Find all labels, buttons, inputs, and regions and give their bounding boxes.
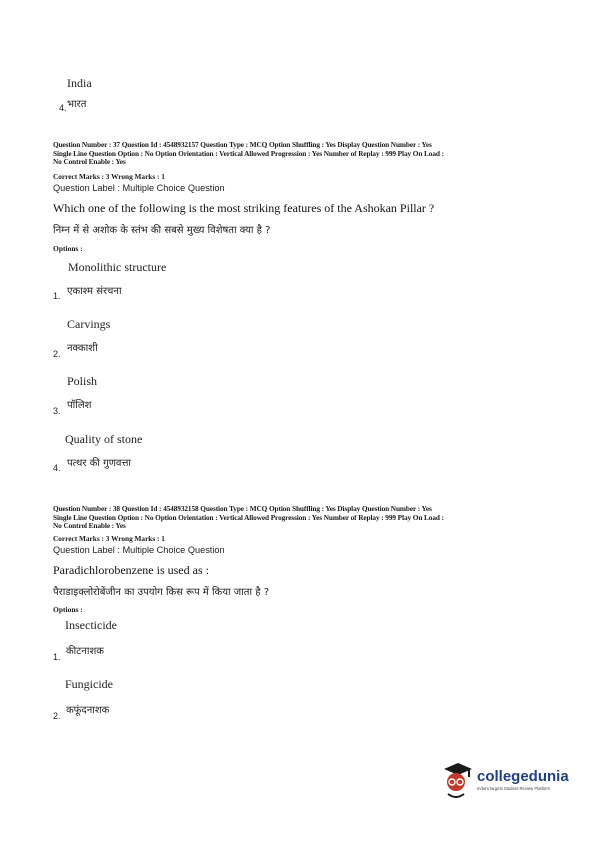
- q38-option-1-number: 1.: [53, 652, 61, 662]
- q38-option-1-en: Insecticide: [65, 618, 117, 632]
- q38-meta-line1: Question Number : 38 Question Id : 4548932158 Question Type : MCQ Option Shuffling : Yes Display Question Number : Yes: [53, 504, 432, 513]
- q37-option-4-hi: पत्थर की गुणवत्ता: [67, 458, 131, 469]
- q37-meta: [53, 141, 444, 167]
- q38-option-2-en: Fungicide: [65, 677, 113, 691]
- q38-meta-line3: No Control Enable : Yes: [53, 521, 126, 531]
- q38-meta-line2: Single Line Question Option : No Option Orientation : Vertical Allowed Progression : Yes Number of Replay : 999 Play On Load :: [53, 512, 444, 522]
- q38-question-hi: पैराडाइक्लोरोबेंजीन का उपयोग किस रूप में किया जाता है ?: [53, 587, 270, 598]
- prev-option-3-en: India: [67, 76, 92, 90]
- q38-option-2-hi: कफूंदनाशक: [66, 705, 110, 716]
- q38-label: Question Label : Multiple Choice Question: [53, 545, 225, 555]
- q37-option-1-en: Monolithic structure: [68, 260, 167, 274]
- q37-label: Question Label : Multiple Choice Question: [53, 183, 225, 193]
- q37-option-1-number: 1.: [53, 291, 61, 301]
- collegedunia-logo: [438, 760, 569, 800]
- q38-option-1-hi: कीटनाशक: [66, 646, 104, 657]
- q37-question-en: Which one of the following is the most striking features of the Ashokan Pillar ?: [53, 201, 435, 215]
- q37-question-hi: निम्न में से अशोक के स्तंभ की सबसे मुख्य विशेषता क्या है ?: [53, 225, 271, 236]
- q38-question-en: Paradichlorobenzene is used as :: [53, 563, 209, 577]
- prev-option-4-hi: भारत: [67, 99, 87, 110]
- q38-marks: Correct Marks : 3 Wrong Marks : 1: [53, 534, 165, 543]
- q37-option-1-hi: एकाश्म संरचना: [67, 286, 122, 297]
- q37-option-3-number: 3.: [53, 406, 61, 416]
- q37-meta-line3: No Control Enable : Yes: [53, 157, 126, 167]
- q37-option-3-hi: पॉलिश: [67, 400, 92, 411]
- q38-options-heading: Options :: [53, 605, 83, 614]
- q38-option-2-number: 2.: [53, 711, 61, 721]
- q38-meta: [53, 505, 444, 531]
- q37-option-2-hi: नक्काशी: [67, 343, 98, 354]
- logo-name: collegedunia: [477, 768, 569, 785]
- q37-option-2-en: Carvings: [67, 317, 111, 331]
- prev-option-4-number: 4.: [59, 103, 67, 113]
- q37-option-2-number: 2.: [53, 349, 61, 359]
- q37-option-4-number: 4.: [53, 463, 61, 473]
- logo-tagline: India's largest Student Review Platform: [477, 786, 550, 791]
- q37-option-4-en: Quality of stone: [65, 432, 143, 446]
- q37-meta-line2: Single Line Question Option : No Option Orientation : Vertical Allowed Progression : Yes Number of Replay : 999 Play On Load :: [53, 148, 444, 158]
- mascot-icon: [438, 760, 474, 800]
- q37-options-heading: Options :: [53, 244, 83, 253]
- q37-marks: Correct Marks : 3 Wrong Marks : 1: [53, 172, 165, 181]
- q37-option-3-en: Polish: [67, 374, 98, 388]
- q37-meta-line1: Question Number : 37 Question Id : 4548932157 Question Type : MCQ Option Shuffling : Yes Display Question Number : Yes: [53, 140, 432, 149]
